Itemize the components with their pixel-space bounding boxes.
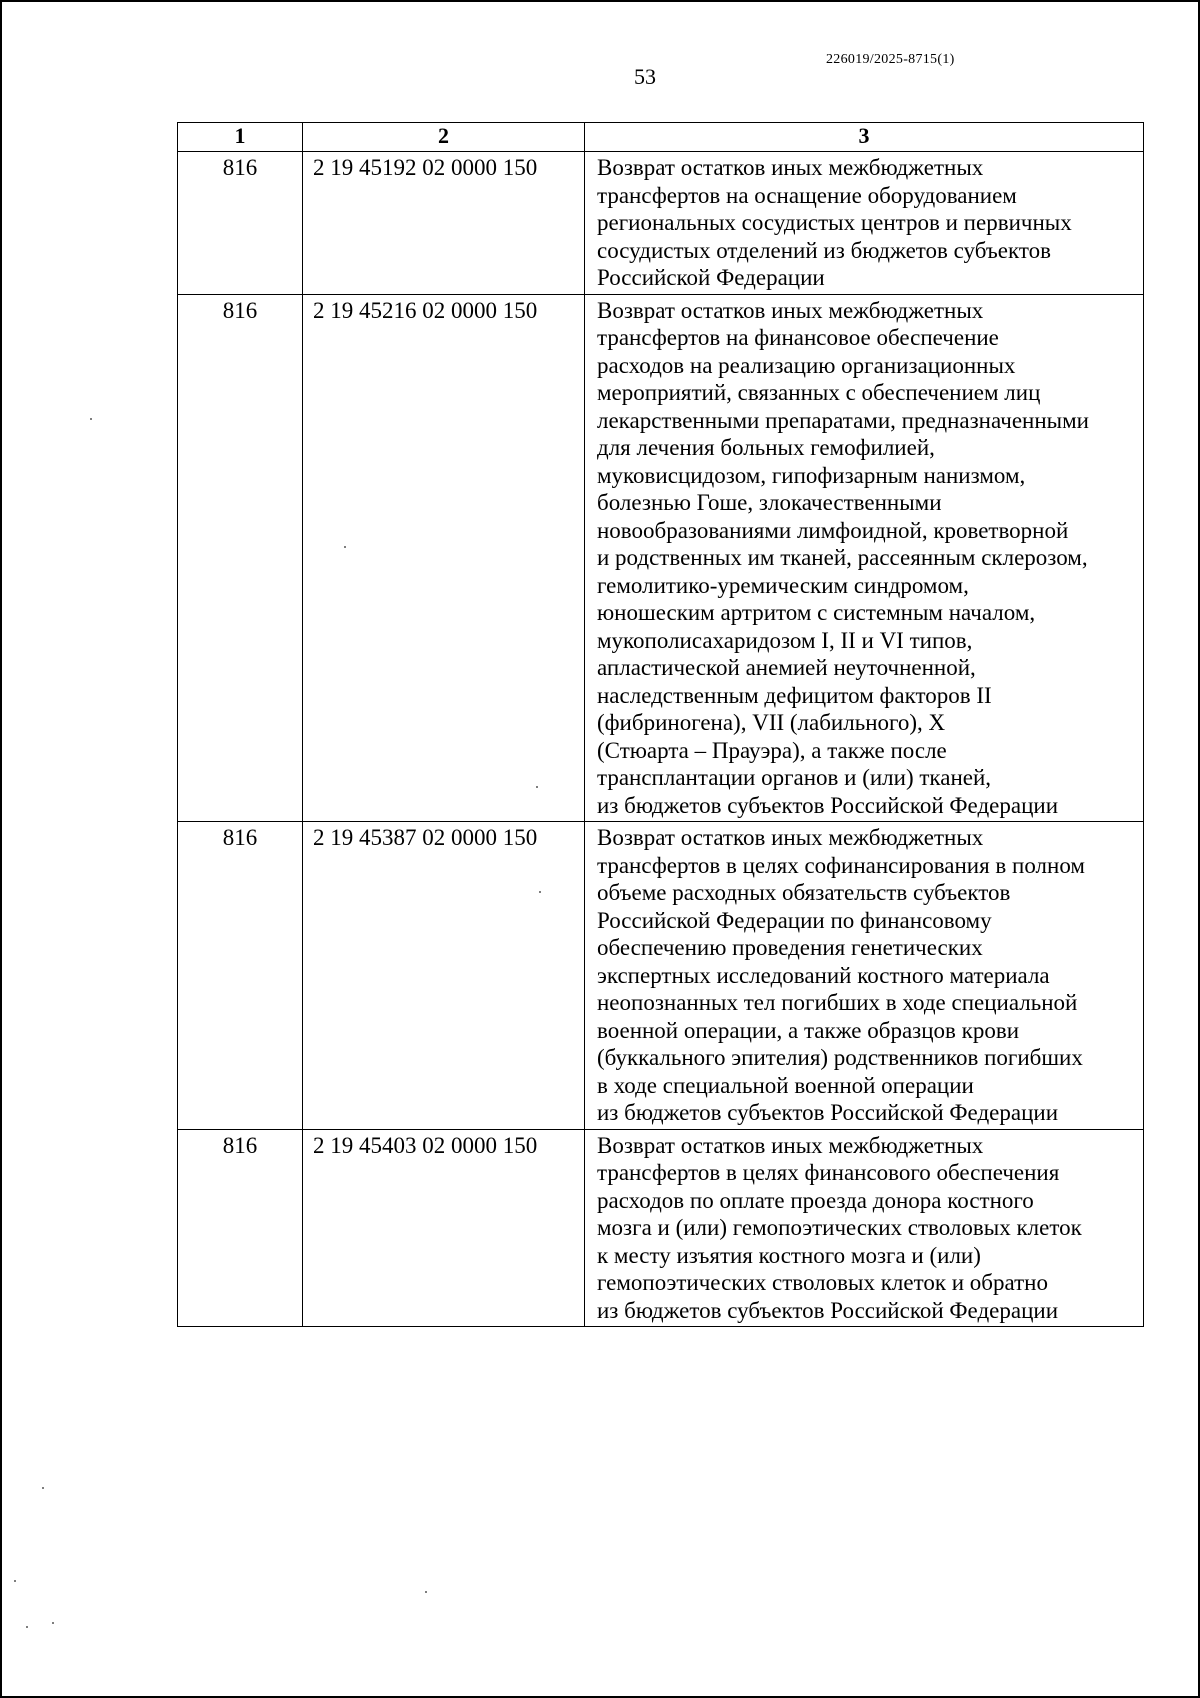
description-line: для лечения больных гемофилией,: [597, 435, 935, 460]
description-line: лекарственными препаратами, предназначенными: [597, 407, 1089, 433]
table-row: [178, 1129, 1144, 1327]
description-cell: [585, 294, 1144, 822]
description-line: болезнью Гоше, злокачественными: [597, 490, 942, 515]
column-header-1: 1: [178, 123, 303, 152]
description-line: новообразованиями лимфоидной, кроветворной: [597, 517, 1069, 543]
description-line: объеме расходных обязательств субъектов: [597, 880, 1011, 905]
scan-speck: [14, 1580, 16, 1582]
description-line: трансфертов в целях софинансирования в полном: [597, 852, 1085, 878]
description-line: (Стюарта – Прауэра), а также после: [597, 737, 947, 763]
admin-code-cell: 816: [178, 822, 303, 1130]
table-row: [178, 152, 1144, 295]
description-line: Возврат остатков иных межбюджетных: [597, 1132, 984, 1158]
description-line: трансфертов в целях финансового обеспечения: [597, 1160, 1060, 1185]
table-row: [178, 294, 1144, 822]
budget-classification-code-cell: 2 19 45387 02 0000 150: [303, 822, 585, 1130]
description-line: из бюджетов субъектов Российской Федерации: [597, 792, 1058, 818]
scan-speck: [539, 891, 541, 893]
admin-code-cell: 816: [178, 294, 303, 822]
scan-speck: [344, 546, 346, 548]
description-line: расходов по оплате проезда донора костного: [597, 1187, 1034, 1213]
description-line: мероприятий, связанных с обеспечением лиц: [597, 380, 1041, 405]
document-id: 226019/2025-8715(1): [826, 52, 955, 67]
scan-speck: [536, 786, 538, 788]
description-line: трансфертов на оснащение оборудованием: [597, 182, 1017, 208]
description-line: Возврат остатков иных межбюджетных: [597, 297, 984, 323]
description-line: неопознанных тел погибших в ходе специальной: [597, 990, 1078, 1015]
budget-classification-code-cell: 2 19 45403 02 0000 150: [303, 1129, 585, 1327]
description-line: трансфертов на финансовое обеспечение: [597, 325, 999, 350]
description-line: сосудистых отделений из бюджетов субъектов: [597, 237, 1051, 263]
description-line: из бюджетов субъектов Российской Федерации: [597, 1297, 1058, 1323]
description-line: в ходе специальной военной операции: [597, 1072, 974, 1098]
description-line: мозга и (или) гемопоэтических стволовых клеток: [597, 1215, 1082, 1240]
table-row: [178, 822, 1144, 1130]
description-line: расходов на реализацию организационных: [597, 352, 1016, 378]
budget-classification-code-cell: 2 19 45216 02 0000 150: [303, 294, 585, 822]
scan-speck: [42, 1487, 44, 1489]
table-header-row: [178, 123, 1144, 152]
description-line: мукополисахаридозом I, II и VI типов,: [597, 627, 973, 653]
description-cell: [585, 152, 1144, 295]
description-line: из бюджетов субъектов Российской Федерации: [597, 1100, 1058, 1125]
scan-speck: [26, 1626, 28, 1628]
description-line: юношеским артритом с системным началом,: [597, 600, 1036, 625]
description-line: региональных сосудистых центров и первичных: [597, 210, 1072, 235]
description-line: Российской Федерации: [597, 265, 825, 290]
description-line: (фибриногена), VII (лабильного), X: [597, 710, 946, 735]
description-cell: [585, 822, 1144, 1130]
scan-speck: [90, 418, 92, 420]
scan-speck: [425, 1591, 427, 1593]
column-header-2: 2: [303, 123, 585, 152]
description-cell: [585, 1129, 1144, 1327]
description-line: муковисцидозом, гипофизарным нанизмом,: [597, 462, 1026, 488]
description-line: гемолитико-уремическим синдромом,: [597, 572, 969, 598]
description-line: Возврат остатков иных межбюджетных: [597, 825, 984, 850]
description-line: Российской Федерации по финансовому: [597, 907, 992, 933]
description-line: обеспечению проведения генетических: [597, 935, 983, 960]
scan-speck: [52, 1622, 54, 1624]
description-line: к месту изъятия костного мозга и (или): [597, 1242, 981, 1268]
budget-codes-table: [177, 122, 1144, 1327]
column-header-3: 3: [585, 123, 1144, 152]
description-line: наследственным дефицитом факторов II: [597, 682, 992, 708]
admin-code-cell: 816: [178, 1129, 303, 1327]
description-line: (буккального эпителия) родственников погибших: [597, 1045, 1083, 1070]
description-line: Возврат остатков иных межбюджетных: [597, 155, 984, 180]
description-line: гемопоэтических стволовых клеток и обратно: [597, 1270, 1048, 1295]
table-body: [178, 152, 1144, 1327]
budget-classification-code-cell: 2 19 45192 02 0000 150: [303, 152, 585, 295]
page-number: 53: [634, 64, 656, 89]
description-line: трансплантации органов и (или) тканей,: [597, 765, 992, 790]
description-line: и родственных им тканей, рассеянным склерозом,: [597, 545, 1088, 570]
description-line: экспертных исследований костного материала: [597, 962, 1050, 988]
admin-code-cell: 816: [178, 152, 303, 295]
description-line: военной операции, а также образцов крови: [597, 1017, 1019, 1043]
description-line: апластической анемией неуточненной,: [597, 655, 976, 680]
